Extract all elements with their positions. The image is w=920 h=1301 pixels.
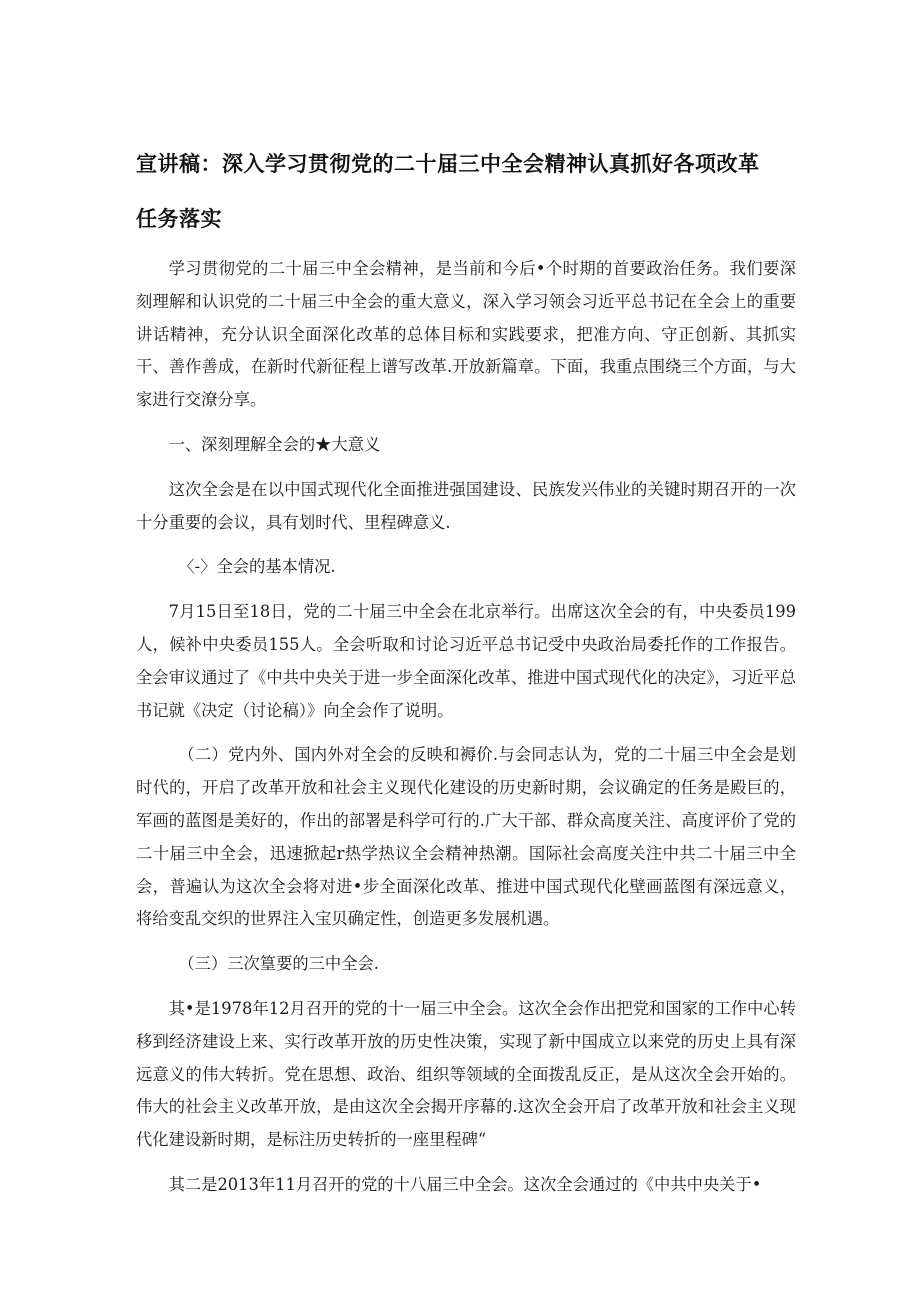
section-heading-1: 一、深刻理解全会的★大意义 bbox=[168, 434, 381, 454]
intro-paragraph: 学习贯彻党的二十届三中全会精神，是当前和今后•个时期的首要政治任务。我们要深刻理解和认识党的二十届三中全会的重大意义，深入学习领会习近平总书记在全会上的重要讲话精神，充分认识全面深化改革的总体目标和实践要求，把准方向、守正创新、其抓实干、善作善成，在新时代新征程上谱写改革.开放新篇章。下面，我重点围绕三个方面，与大家进行交潦分享。 bbox=[136, 259, 796, 410]
document-title-line-2: 任务落实 bbox=[136, 207, 222, 231]
subsection-3-paragraph-1: 其•是1978年12月召开的党的十一届三中全会。这次全会作出把党和国家的工作中心转移到经济建设上来、实行改革开放的历史性决策，实现了新中国成立以来党的历史上具有深远意义的伟大转折。党在思想、政治、组织等领域的全面拨乱反正，是从这次全会开始的。伟大的社会主义改革开放，是由这次全会揭开序幕的.这次全会开启了改革开放和社会主义现代化建设新时期，是标注历史转折的一座里程碑“ bbox=[136, 998, 796, 1150]
subsection-2-paragraph: （二）党内外、国内外对全会的反映和褥价.与会同志认为，党的二十届三中全会是划时代的，开启了改革开放和社会主义现代化建设的历史新时期，会议确定的任务是殿巨的，军画的蓝图是美好的，作出的部署是科学可行的.广大干部、群众高度关注、高度评价了党的二十届三中全会，迅速掀起r热学热议全会精神热潮。国际社会高度关注中共二十届三中全会，普遍认为这次全会将对进•步全面深化改革、推进中国式现代化壁画蓝图有深远意义，将给变乱交织的世界注入宝贝确定性，创造更多发展机遇。 bbox=[136, 745, 796, 929]
subsection-heading-1: 〈-〉全会的基本情况. bbox=[178, 557, 336, 577]
subsection-1-paragraph: 7月15日至18日，党的二十届三中全会在北京举行。出席这次全会的有，中央委员199人，候补中央委员155人。全会听取和讨论习近平总书记受中央政治局委托作的工作报告。全会审议通过了《中共中央关于进一步全面深化改革、推进中国式现代化的决定》，习近平总书记就《决定（讨论稿）》向全会作了说明。 bbox=[136, 602, 796, 720]
subsection-heading-3: （三）三次篁要的三中全会. bbox=[178, 954, 379, 974]
document-title-line-1: 宣讲稿：深入学习贯彻党的二十届三中全会精神认真抓好各项改革 bbox=[136, 152, 760, 176]
section-1-paragraph: 这次全会是在以中国式现代化全面推进强国建设、民族发兴伟业的关键时期召开的一次十分重要的会议，具有划时代、里程碑意义. bbox=[136, 479, 796, 532]
subsection-3-paragraph-2: 其二是2013年11月召开的党的十八届三中全会。这次全会通过的《中共中央关于• bbox=[168, 1174, 762, 1194]
document-body bbox=[136, 253, 796, 1202]
